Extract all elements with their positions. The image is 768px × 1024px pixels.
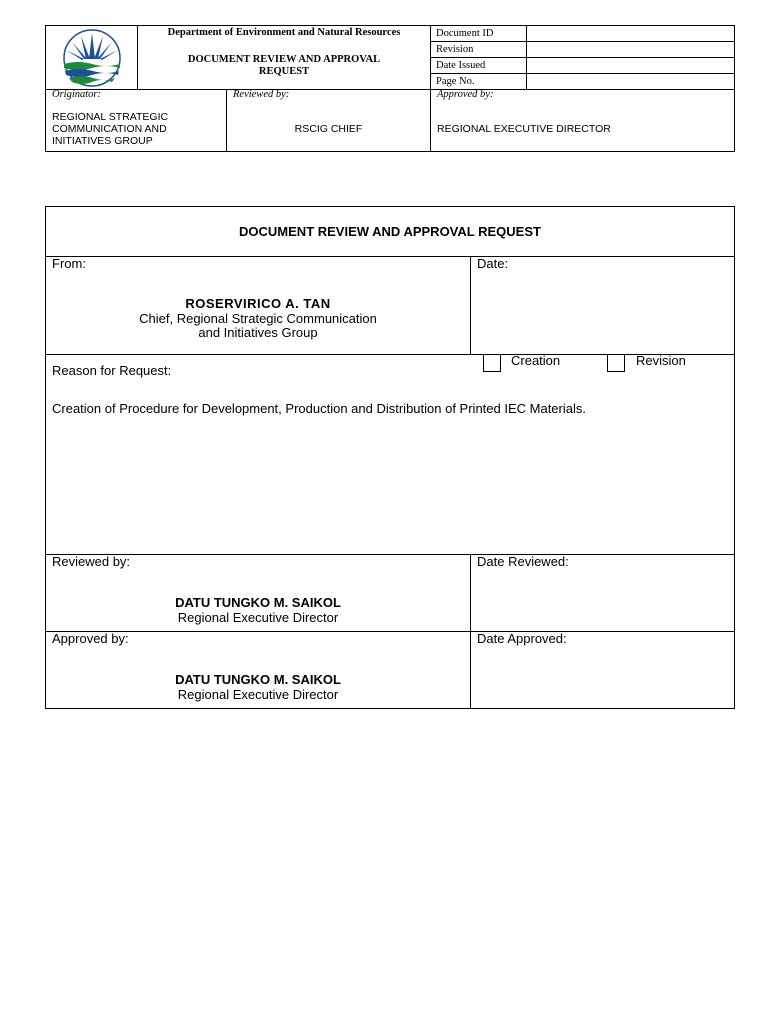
from-position-line2: and Initiatives Group bbox=[198, 325, 318, 340]
reviewer-position: Regional Executive Director bbox=[177, 610, 339, 625]
form-divider bbox=[46, 256, 734, 257]
from-name: ROSERVIRICO A. TAN bbox=[185, 296, 331, 311]
originator-cell bbox=[46, 89, 227, 151]
department-name: Department of Environment and Natural Resources bbox=[167, 27, 401, 38]
meta-value bbox=[527, 74, 734, 90]
reviewed-by-cell bbox=[227, 89, 431, 151]
approver-name: DATU TUNGKO M. SAIKOL bbox=[175, 672, 341, 687]
meta-row-revision bbox=[431, 42, 734, 58]
date-label: Date: bbox=[477, 256, 509, 271]
meta-row-document-id bbox=[431, 26, 734, 42]
approver-position: Regional Executive Director bbox=[177, 687, 339, 702]
approved-by-cell bbox=[431, 89, 734, 151]
originator-line: COMMUNICATION AND bbox=[52, 123, 167, 135]
creation-checkbox[interactable] bbox=[483, 354, 501, 372]
reviewed-by-label: Reviewed by: bbox=[52, 554, 131, 569]
meta-value bbox=[527, 42, 734, 58]
creation-label: Creation bbox=[511, 353, 561, 368]
form-divider bbox=[46, 554, 734, 555]
form-divider bbox=[46, 354, 734, 355]
form-divider bbox=[46, 631, 734, 632]
meta-row-date-issued bbox=[431, 58, 734, 74]
date-approved-label: Date Approved: bbox=[477, 631, 567, 646]
date-reviewed-label: Date Reviewed: bbox=[477, 554, 569, 569]
meta-label: Page No. bbox=[431, 74, 527, 90]
originator-value bbox=[46, 111, 226, 147]
reviewed-by-caption: Reviewed by: bbox=[233, 89, 290, 100]
from-label: From: bbox=[52, 256, 86, 271]
meta-label: Document ID bbox=[431, 26, 527, 42]
meta-value bbox=[527, 26, 734, 42]
meta-label: Date Issued bbox=[431, 58, 527, 74]
meta-row-page-no bbox=[431, 74, 734, 90]
denr-logo-icon bbox=[53, 29, 131, 89]
meta-label: Revision bbox=[431, 42, 527, 58]
originator-line: INITIATIVES GROUP bbox=[52, 135, 153, 147]
reason-label: Reason for Request: bbox=[52, 363, 172, 378]
originator-line: REGIONAL STRATEGIC bbox=[52, 111, 169, 123]
meta-value bbox=[527, 58, 734, 74]
reason-text: Creation of Procedure for Development, Production and Distribution of Printed IEC Materials. bbox=[52, 401, 586, 416]
header-title-cell bbox=[138, 26, 431, 89]
document-meta-table bbox=[431, 26, 734, 89]
approved-by-value: REGIONAL EXECUTIVE DIRECTOR bbox=[437, 123, 611, 135]
revision-checkbox[interactable] bbox=[607, 354, 625, 372]
document-header bbox=[45, 25, 735, 152]
logo-cell bbox=[46, 26, 138, 89]
form-title: DOCUMENT REVIEW AND APPROVAL REQUEST bbox=[239, 224, 541, 239]
review-approval-form bbox=[45, 206, 735, 709]
from-position-line1: Chief, Regional Strategic Communication bbox=[139, 311, 377, 326]
originator-caption: Originator: bbox=[52, 89, 102, 100]
reviewed-by-value: RSCIG CHIEF bbox=[294, 123, 363, 135]
header-document-title: DOCUMENT REVIEW AND APPROVAL REQUEST bbox=[187, 54, 381, 77]
approved-by-caption: Approved by: bbox=[437, 89, 494, 100]
revision-label: Revision bbox=[636, 353, 686, 368]
form-column-divider bbox=[470, 256, 471, 354]
approved-by-label: Approved by: bbox=[52, 631, 129, 646]
reviewer-name: DATU TUNGKO M. SAIKOL bbox=[175, 595, 341, 610]
